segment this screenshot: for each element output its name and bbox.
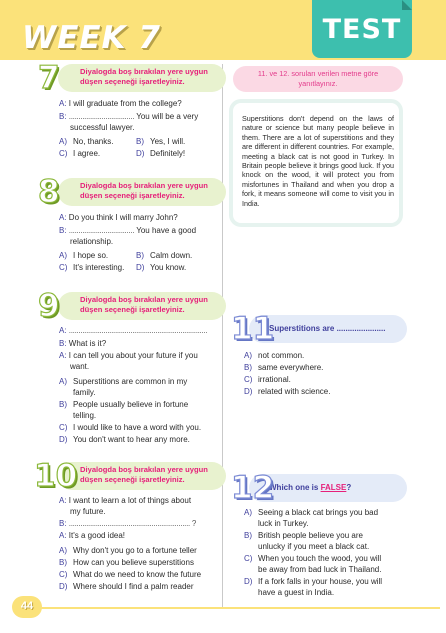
emphasis-false: FALSE: [320, 483, 347, 492]
page-number-badge: [12, 596, 42, 618]
dialogue-a2: A: It's a good idea!: [59, 531, 126, 540]
test-tab: [312, 0, 412, 58]
option-a[interactable]: A) No, thanks.: [59, 137, 114, 146]
question-number: 7: [38, 60, 60, 96]
option-a[interactable]: A) Seeing a black cat brings you bad: [244, 508, 379, 517]
dialogue-b: B: ............................................................... ?: [59, 519, 196, 528]
option-c[interactable]: C) When you touch the wood, you will: [244, 554, 382, 563]
option-c[interactable]: C) It's interesting.: [59, 263, 125, 272]
option-a-cont: luck in Turkey.: [258, 519, 309, 528]
question-number: 12: [231, 470, 275, 506]
footer-line: [40, 607, 440, 609]
instruction-bar: [58, 64, 226, 92]
option-c[interactable]: C) irrational.: [244, 375, 291, 384]
dialogue-a: A: I will graduate from the college?: [59, 99, 182, 108]
option-b[interactable]: B) Yes, I will.: [136, 137, 186, 146]
dialogue-a-cont: my future.: [70, 507, 106, 516]
option-d[interactable]: D) related with science.: [244, 387, 331, 396]
instruction-pill: [233, 66, 403, 92]
page-number: 44: [20, 600, 34, 612]
question-stem: Which one is FALSE?: [269, 483, 352, 492]
dialogue-a2: A: I can tell you about your future if you: [59, 351, 198, 360]
dialogue-a: A: Do you think I will marry John?: [59, 213, 178, 222]
instruction-bar: [58, 178, 226, 206]
dialogue-b: B: .................................. You will be a very: [59, 112, 199, 121]
option-a[interactable]: A) not common.: [244, 351, 305, 360]
option-d[interactable]: D) If a fork falls in your house, you will: [244, 577, 383, 586]
dialogue-a: A: ........................................................................: [59, 326, 208, 335]
option-c-cont: be away from bad luck in Thailand.: [258, 565, 382, 574]
reading-passage-inner: [233, 103, 399, 223]
option-b-cont: unlucky if you meet a black cat.: [258, 542, 370, 551]
option-b-cont: telling.: [73, 411, 97, 420]
question-number: 11: [231, 311, 275, 347]
test-label: TEST: [322, 14, 402, 45]
dialogue-a2-cont: want.: [70, 362, 90, 371]
dialogue-b-cont: relationship.: [70, 237, 114, 246]
reading-passage-box: [229, 99, 403, 227]
option-d-cont: have a guest in India.: [258, 588, 335, 597]
dialogue-b: B: .................................. You have a good: [59, 226, 197, 235]
option-d[interactable]: D) You don't want to hear any more.: [59, 435, 190, 444]
option-a[interactable]: A) Superstitions are common in my: [59, 377, 188, 386]
tab-fold: [402, 0, 412, 10]
dialogue-a: A: I want to learn a lot of things about: [59, 496, 192, 505]
option-a[interactable]: A) I hope so.: [59, 251, 109, 260]
instruction-bar: [58, 462, 226, 490]
option-d[interactable]: D) Where should I find a palm reader: [59, 582, 194, 591]
instruction-text: Diyalogda boş bırakılan yere uygun düşen seçeneği işaretleyiniz.: [80, 67, 208, 86]
instruction-text: Diyalogda boş bırakılan yere uygun düşen seçeneği işaretleyiniz.: [80, 181, 208, 200]
instruction-bar: [58, 292, 226, 320]
week-title: WEEK 7: [22, 20, 161, 56]
question-number: 9: [38, 288, 60, 324]
option-d[interactable]: D) You know.: [136, 263, 187, 272]
option-c[interactable]: C) What do we need to know the future: [59, 570, 202, 579]
dialogue-b-cont: successful lawyer.: [70, 123, 135, 132]
option-c[interactable]: C) I would like to have a word with you.: [59, 423, 202, 432]
option-b[interactable]: B) People usually believe in fortune: [59, 400, 189, 409]
question-number: 8: [38, 174, 60, 210]
instruction-text: Diyalogda boş bırakılan yere uygun düşen seçeneği işaretleyiniz.: [80, 295, 208, 314]
instruction-pill-text: 11. ve 12. soruları verilen metne göre yanıtlayınız.: [257, 69, 379, 88]
dialogue-b: B: What is it?: [59, 339, 107, 348]
option-b[interactable]: B) same everywhere.: [244, 363, 324, 372]
option-b[interactable]: B) Calm down.: [136, 251, 193, 260]
option-a-cont: family.: [73, 388, 96, 397]
option-b[interactable]: B) How can you believe superstitions: [59, 558, 194, 567]
option-c[interactable]: C) I agree.: [59, 149, 101, 158]
instruction-text: Diyalogda boş bırakılan yere uygun düşen seçeneği işaretleyiniz.: [80, 465, 208, 484]
option-d[interactable]: D) Definitely!: [136, 149, 186, 158]
question-stem: Superstitions are ......................: [269, 324, 386, 333]
option-a[interactable]: A) Why don't you go to a fortune teller: [59, 546, 197, 555]
question-number: 10: [34, 458, 78, 494]
reading-passage-text: Superstitions don't depend on the laws of nature or science but many people believe in them. There are a lot of superstitions and they are different in different countries. For example, meeting a black cat is not good in Turkey. In Britain people believe it brings good luck. If you knock on the wood, it will protect you from misfortunes in Thailand and when you drop a fork, it means someone will come to visit you in India.: [242, 114, 394, 208]
column-divider: [222, 64, 223, 609]
option-b[interactable]: B) British people believe you are: [244, 531, 363, 540]
